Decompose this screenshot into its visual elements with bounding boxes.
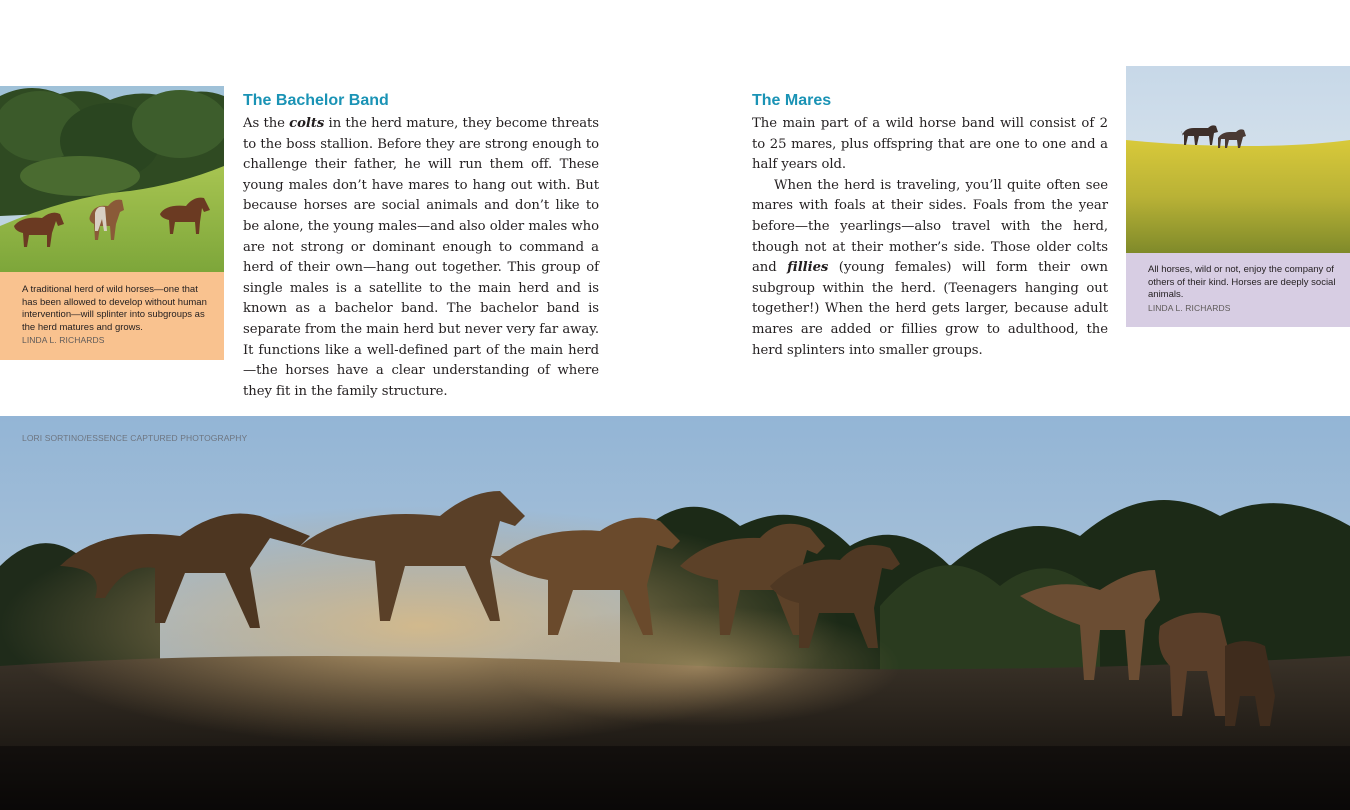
colts-term: colts [289, 116, 325, 131]
right-caption-text: All horses, wild or not, enjoy the company of others of their kind. Horses are deeply social animals. [1148, 264, 1336, 300]
right-photo-credit: LINDA L. RICHARDS [1148, 302, 1231, 313]
mares-section [752, 91, 1108, 361]
mares-paragraph-1: The main part of a wild horse band will consist of 2 to 25 mares, plus offspring that are one to one and a half years old. [752, 116, 1108, 173]
fillies-term: fillies [787, 260, 829, 276]
horses-on-yellow-field-photo [1126, 66, 1350, 253]
mares-heading: The Mares [752, 92, 832, 109]
bachelor-band-paragraph: As the colts in the herd mature, they become threats to the boss stallion. Before they are strong enough to challenge their father, he will run them off. These young males don’t have mares to hang out with. But because horses are social animals and don’t like to be alone, the young males—and also older males who are not strong or dominant enough to command a herd of their own—hang out together. This group of single males is a satellite to the main herd and is known as a bachelor band. The bachelor band is separate from the main herd but never very far away. It functions like a well-defined part of the main herd—the horses have a clear understanding of where they fit in the family structure. [243, 116, 599, 399]
mares-paragraph-2: When the herd is traveling, you’ll quite often see mares with foals at their sides. Foals from the year before—the yearlings—also travel with the herd, though not at their mother’s side. Those older colts and fillies (young females) will form their own subgroup within the herd. (Teenagers hanging out together!) When the herd gets larger, because adult mares are added or fillies grow to adulthood, the herd splinters into smaller groups. [752, 177, 1108, 358]
left-photo-caption [0, 272, 224, 360]
bachelor-band-section [243, 91, 599, 402]
galloping-herd-photo [0, 416, 1350, 810]
herd-on-hillside-photo [0, 86, 224, 272]
left-photo-credit: LINDA L. RICHARDS [22, 335, 105, 345]
bachelor-band-heading: The Bachelor Band [243, 92, 389, 109]
right-photo-caption [1126, 253, 1350, 327]
bottom-photo-credit: LORI SORTINO/ESSENCE CAPTURED PHOTOGRAPHY [22, 433, 248, 443]
left-caption-text: A traditional herd of wild horses—one that has been allowed to develop without human intervention—will splinter into subgroups as the herd matures and grows. [22, 284, 207, 333]
